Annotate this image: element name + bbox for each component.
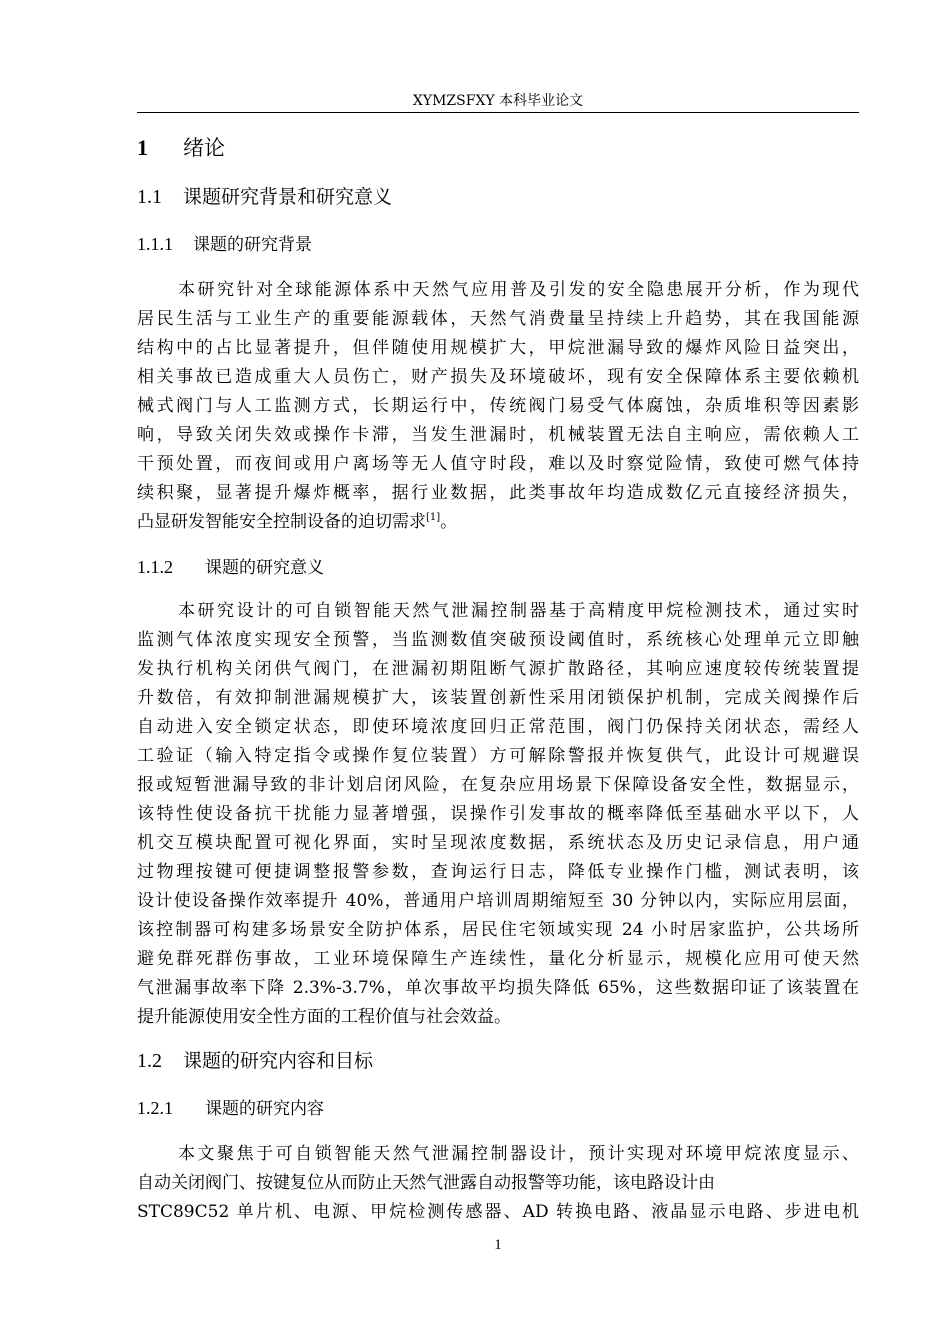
subsection-title: 课题的研究意义 [205, 558, 324, 578]
paragraph-line: 响，导致关闭失效或操作卡滞，当发生泄漏时，机械装置无法自主响应，需依赖人工 [137, 425, 859, 445]
paragraph-line: 发执行机构关闭供气阀门，在泄漏初期阻断气源扩散路径，其响应速度较传统装置提 [137, 659, 859, 679]
paragraph-line: STC89C52 单片机、电源、甲烷检测传感器、AD 转换电路、液晶显示电路、步进电机 [137, 1202, 859, 1222]
paragraph-line: 干预处置，而夜间或用户离场等无人值守时段，难以及时察觉险情，致使可燃气体持 [137, 454, 859, 474]
page-number: 1 [494, 1237, 502, 1253]
citation-ref: [1] [426, 512, 441, 523]
subsection-title: 课题的研究背景 [193, 235, 312, 255]
subsection-number: 1.2.1 [137, 1098, 173, 1118]
paragraph-line: 本文聚焦于可自锁智能天然气泄漏控制器设计，预计实现对环境甲烷浓度显示、 [178, 1144, 859, 1164]
paragraph-line: 报或短暂泄漏导致的非计划启闭风险，在复杂应用场景下保障设备安全性，数据显示， [137, 775, 859, 795]
header-rule [137, 112, 859, 113]
paragraph-line: 结构中的占比显著提升，但伴随使用规模扩大，甲烷泄漏导致的爆炸风险日益突出， [137, 338, 859, 358]
subsection-number: 1.1.1 [137, 234, 173, 254]
chapter-number: 1 [137, 135, 148, 160]
paragraph-line: 械式阀门与人工监测方式，长期运行中，传统阀门易受气体腐蚀，杂质堆积等因素影 [137, 396, 859, 416]
chapter-heading [137, 134, 225, 162]
subsection-heading-1-1-2 [137, 554, 324, 581]
subsection-heading-1-2-1 [137, 1095, 324, 1122]
paragraph-line: 过物理按键可便捷调整报警参数，查询运行日志，降低专业操作门槛，测试表明，该 [137, 862, 859, 882]
paragraph-line: 相关事故已造成重大人员伤亡，财产损失及环境破坏，现有安全保障体系主要依赖机 [137, 367, 859, 387]
paragraph-line: 本研究针对全球能源体系中天然气应用普及引发的安全隐患展开分析，作为现代 [178, 280, 859, 300]
paragraph-research-content [137, 1140, 859, 1227]
paragraph-line: 避免群死群伤事故，工业环境保障生产连续性，量化分析显示，规模化应用可使天然 [137, 949, 859, 969]
subsection-number: 1.1.2 [137, 557, 173, 577]
paragraph-line [137, 508, 859, 537]
paragraph-line: 该特性使设备抗干扰能力显著增强，误操作引发事故的概率降低至基础水平以下，人 [137, 804, 859, 824]
section-heading-1-1 [137, 182, 392, 211]
paragraph-line: 该控制器可构建多场景安全防护体系，居民住宅领域实现 24 小时居家监护，公共场所 [137, 920, 859, 940]
paragraph-line: 本研究设计的可自锁智能天然气泄漏控制器基于高精度甲烷检测技术，通过实时 [178, 601, 859, 621]
running-header: XYMZSFXY 本科毕业论文 [412, 93, 584, 109]
paragraph-line: 机交互模块配置可视化界面，实时呈现浓度数据，系统状态及历史记录信息，用户通 [137, 833, 859, 853]
paragraph-line: 居民生活与工业生产的重要能源载体，天然气消费量呈持续上升趋势，其在我国能源 [137, 309, 859, 329]
paragraph-research-background [137, 276, 859, 537]
chapter-title: 绪论 [183, 136, 225, 160]
subsection-heading-1-1-1 [137, 231, 312, 258]
paragraph-line: 工验证（输入特定指令或操作复位装置）方可解除警报并恢复供气，此设计可规避误 [137, 746, 859, 766]
paragraph-line: 提升能源使用安全性方面的工程价值与社会效益。 [137, 1007, 511, 1027]
section-number: 1.1 [137, 186, 162, 208]
section-title: 课题的研究内容和目标 [183, 1050, 374, 1072]
section-title: 课题研究背景和研究意义 [183, 186, 393, 208]
paragraph-research-significance [137, 597, 859, 1032]
section-heading-1-2 [137, 1046, 373, 1075]
paragraph-line: 自动进入安全锁定状态，即使环境浓度回归正常范围，阀门仍保持关闭状态，需经人 [137, 717, 859, 737]
paragraph-line: 监测气体浓度实现安全预警，当监测数值突破预设阈值时，系统核心处理单元立即触 [137, 630, 859, 650]
paragraph-line: 自动关闭阀门、按键复位从而防止天然气泄露自动报警等功能，该电路设计由 [137, 1173, 715, 1193]
paragraph-line: 气泄漏事故率下降 2.3%-3.7%，单次事故平均损失降低 65%，这些数据印证了该装置在 [137, 978, 859, 998]
end-punctuation: 。 [440, 512, 458, 532]
paragraph-line: 设计使设备操作效率提升 40%，普通用户培训周期缩短至 30 分钟以内，实际应用层面， [137, 891, 859, 911]
subsection-title: 课题的研究内容 [205, 1099, 324, 1119]
paragraph-line: 续积聚，显著提升爆炸概率，据行业数据，此类事故年均造成数亿元直接经济损失， [137, 483, 859, 503]
paragraph-line-text: 凸显研发智能安全控制设备的迫切需求 [137, 512, 426, 532]
paragraph-line: 升数倍，有效抑制泄漏规模扩大，该装置创新性采用闭锁保护机制，完成关阀操作后 [137, 688, 859, 708]
section-number: 1.2 [137, 1050, 162, 1072]
